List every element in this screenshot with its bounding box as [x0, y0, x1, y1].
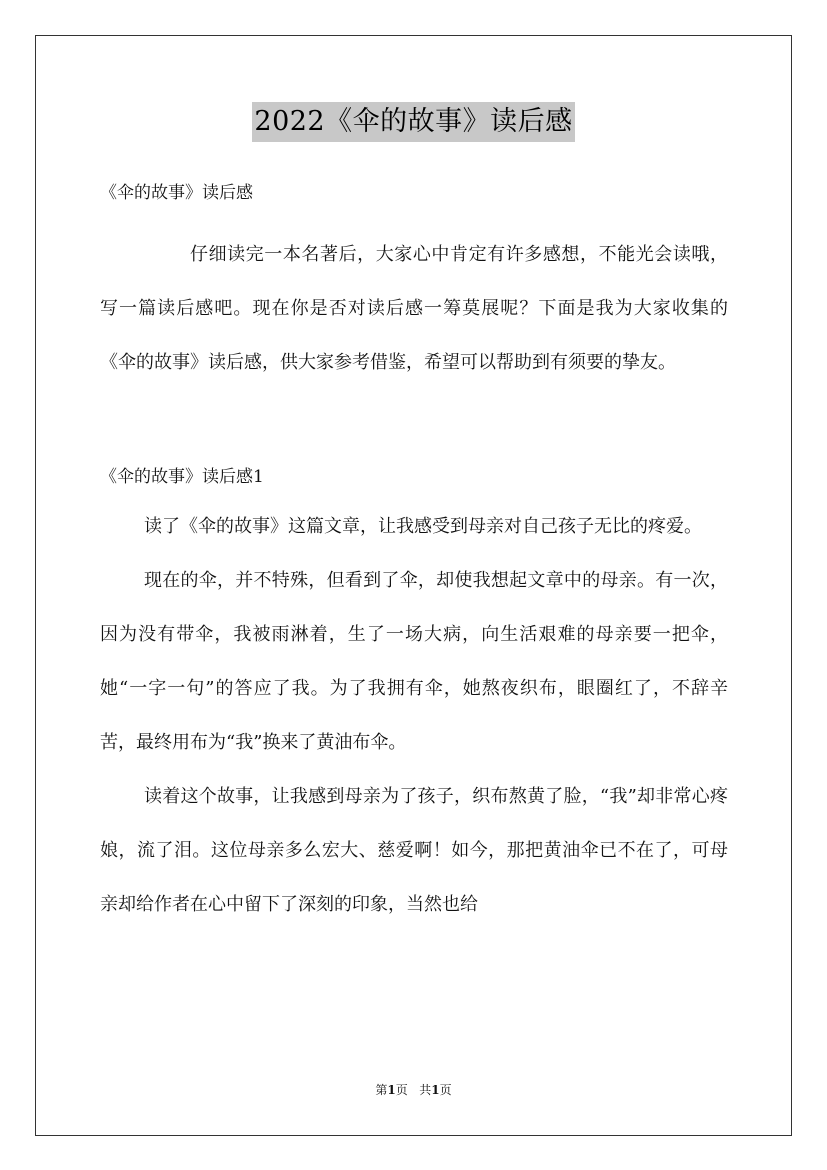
total-label-suffix: 页: [439, 1083, 452, 1097]
body-paragraph: 读着这个故事，让我感到母亲为了孩子，织布熬黄了脸，“我”却非常心疼娘，流了泪。这位母亲多么宏大、慈爱啊！如今，那把黄油伞已不在了，可母亲却给作者在心中留下了深刻的印象，当然也给: [100, 786, 728, 915]
document-title: 2022《伞的故事》读后感: [252, 102, 574, 142]
page-number: 1: [387, 1083, 396, 1097]
page-label-prefix: 第: [375, 1083, 388, 1097]
document-body: [100, 170, 728, 932]
page-footer: [0, 1082, 827, 1098]
body-paragraph: 读了《伞的故事》这篇文章，让我感受到母亲对自己孩子无比的疼爱。: [144, 516, 702, 537]
page-label-suffix: 页: [395, 1083, 408, 1097]
title-container: [0, 102, 827, 142]
body-paragraph: 现在的伞，并不特殊，但看到了伞，却使我想起文章中的母亲。有一次，因为没有带伞，我被雨淋着，生了一场大病，向生活艰难的母亲要一把伞，她“一字一句”的答应了我。为了我拥有伞，她熬夜织布，眼圈红了，不辞辛苦，最终用布为“我”换来了黄油布伞。: [100, 570, 728, 753]
total-pages: 1: [431, 1083, 440, 1097]
section-spacer: [100, 390, 728, 454]
section-heading: 《伞的故事》读后感1: [100, 467, 264, 487]
total-label-prefix: 共: [419, 1083, 432, 1097]
intro-paragraph: 仔细读完一本名著后，大家心中肯定有许多感想，不能光会读哦，写一篇读后感吧。现在你是否对读后感一筹莫展呢？下面是我为大家收集的《伞的故事》读后感，供大家参考借鉴，希望可以帮助到有须要的挚友。: [100, 244, 728, 373]
subheading: 《伞的故事》读后感: [100, 183, 253, 203]
